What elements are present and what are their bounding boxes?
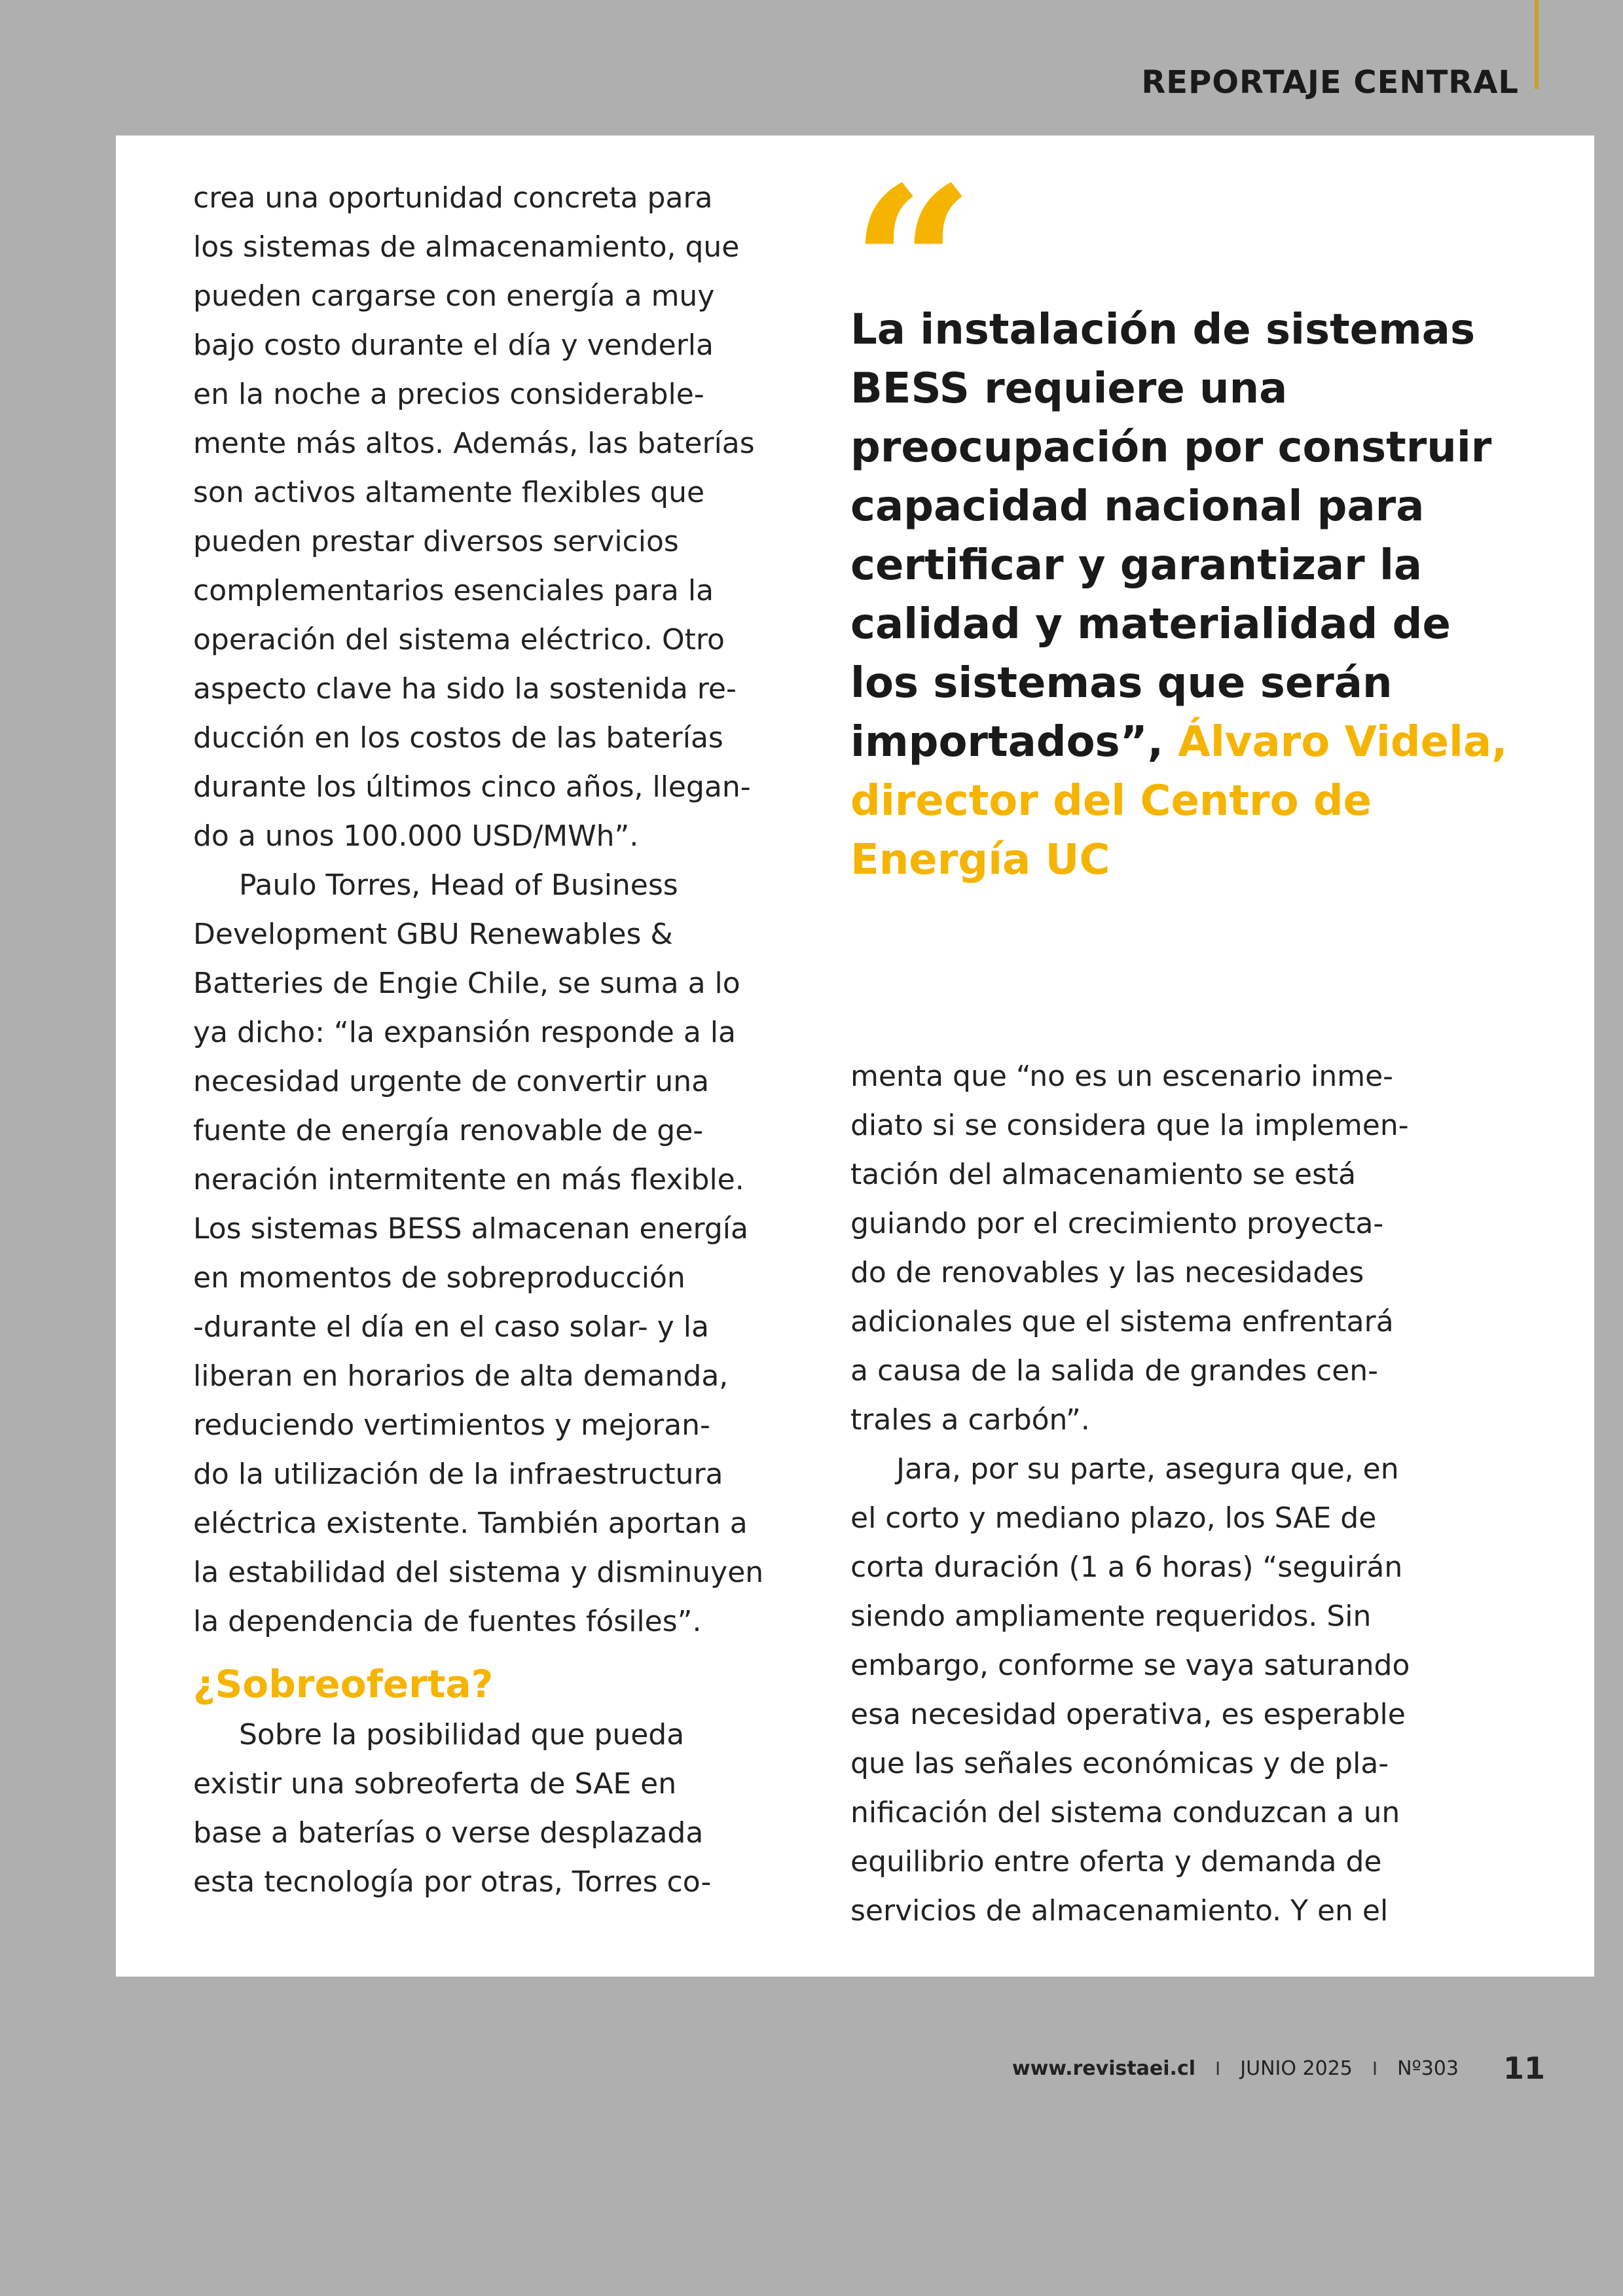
body-line: Sobre la posibilidad que pueda (239, 1718, 685, 1751)
right-column (850, 1052, 1479, 1935)
body-line: el corto y mediano plazo, los SAE de (850, 1501, 1377, 1535)
header-accent-line (1535, 0, 1539, 89)
website-link[interactable]: www.revistaei.cl (1012, 2056, 1196, 2080)
body-line: nificación del sistema conduzcan a un (850, 1796, 1400, 1829)
body-line: ya dicho: “la expansión responde a la (193, 1016, 736, 1049)
pull-quote-line: los sistemas que serán (850, 659, 1393, 708)
pull-quote-line: BESS requiere una (850, 365, 1288, 413)
body-line: servicios de almacenamiento. Y en el (850, 1894, 1389, 1928)
article-panel (116, 135, 1594, 1977)
body-line: corta duración (1 a 6 horas) “seguirán (850, 1551, 1403, 1584)
body-line: los sistemas de almacenamiento, que (193, 230, 740, 264)
body-line: fuente de energía renovable de ge- (193, 1114, 704, 1147)
body-line: la dependencia de fuentes fósiles”. (193, 1605, 702, 1638)
body-line: complementarios esenciales para la (193, 574, 714, 607)
body-line: son activos altamente flexibles que (193, 476, 705, 509)
body-line: mente más altos. Además, las baterías (193, 427, 755, 460)
body-line: ducción en los costos de las baterías (193, 721, 723, 755)
footer-separator: I (1372, 2057, 1378, 2079)
pull-quote-final-line (850, 713, 1538, 772)
body-line: Los sistemas BESS almacenan energía (193, 1212, 748, 1246)
issue-number: Nº303 (1397, 2056, 1459, 2080)
body-line: neración intermitente en más flexible. (193, 1163, 744, 1196)
pull-quote-line: La instalación de sistemas (850, 306, 1476, 354)
body-line: diato si se considera que la implemen- (850, 1109, 1409, 1142)
body-line: operación del sistema eléctrico. Otro (193, 623, 725, 656)
body-line: esa necesidad operativa, es esperable (850, 1698, 1406, 1731)
body-line: guiando por el crecimiento proyecta- (850, 1207, 1384, 1240)
body-line: en momentos de sobreproducción (193, 1261, 685, 1295)
body-line: do de renovables y las necesidades (850, 1256, 1364, 1289)
body-line: existir una sobreoferta de SAE en (193, 1767, 677, 1801)
body-line: tación del almacenamiento se está (850, 1158, 1357, 1191)
pull-quote-line: calidad y materialidad de (850, 600, 1451, 649)
quote-attribution-line: Energía UC (850, 836, 1110, 884)
body-line: reduciendo vertimientos y mejoran- (193, 1408, 710, 1442)
body-line: adicionales que el sistema enfrentará (850, 1305, 1394, 1338)
body-line: durante los últimos cinco años, llegan- (193, 770, 751, 804)
footer-separator: I (1215, 2057, 1221, 2079)
body-line: Batteries de Engie Chile, se suma a lo (193, 967, 740, 1000)
body-line: equilibrio entre oferta y demanda de (850, 1845, 1382, 1878)
body-line: aspecto clave ha sido la sostenida re- (193, 672, 737, 706)
pull-quote-text-end: importados”, (850, 718, 1178, 766)
pull-quote-line: certificar y garantizar la (850, 541, 1423, 590)
body-line: Development GBU Renewables & (193, 918, 673, 951)
page-number: 11 (1503, 2051, 1545, 2086)
pull-quote-line: preocupación por construir (850, 423, 1492, 472)
pull-quote (850, 300, 1538, 889)
body-line: -durante el día en el caso solar- y la (193, 1310, 709, 1344)
issue-date: JUNIO 2025 (1240, 2056, 1353, 2080)
body-line: esta tecnología por otras, Torres co- (193, 1865, 712, 1899)
body-line: Paulo Torres, Head of Business (239, 869, 678, 902)
pull-quote-line: capacidad nacional para (850, 482, 1425, 531)
left-column (193, 173, 809, 1907)
body-line: do la utilización de la infraestructura (193, 1458, 723, 1491)
body-line: liberan en horarios de alta demanda, (193, 1359, 729, 1393)
body-line: a causa de la salida de grandes cen- (850, 1354, 1379, 1388)
body-line: necesidad urgente de convertir una (193, 1065, 710, 1098)
body-line: do a unos 100.000 USD/MWh”. (193, 819, 639, 853)
body-line: pueden cargarse con energía a muy (193, 279, 715, 313)
quote-mark-icon: “ (850, 139, 975, 393)
body-line: embargo, conforme se vaya saturando (850, 1649, 1410, 1682)
body-line: en la noche a precios considerable- (193, 378, 704, 411)
quote-attribution-name: Álvaro Videla, (1178, 718, 1508, 766)
page-footer (917, 2045, 1545, 2091)
body-line: base a baterías o verse desplazada (193, 1816, 704, 1850)
section-label: REPORTAJE CENTRAL (1141, 64, 1519, 101)
body-line: bajo costo durante el día y venderla (193, 329, 714, 362)
body-line: que las señales económicas y de pla- (850, 1747, 1389, 1780)
body-line: menta que “no es un escenario inme- (850, 1060, 1394, 1093)
body-line: la estabilidad del sistema y disminuyen (193, 1556, 764, 1589)
quote-attribution-line: director del Centro de (850, 777, 1372, 825)
body-line: pueden prestar diversos servicios (193, 525, 679, 558)
body-line: trales a carbón”. (850, 1403, 1090, 1437)
body-line: Jara, por su parte, asegura que, en (896, 1452, 1399, 1486)
subheading: ¿Sobreoferta? (193, 1662, 494, 1706)
body-line: crea una oportunidad concreta para (193, 181, 713, 215)
body-line: siendo ampliamente requeridos. Sin (850, 1600, 1372, 1633)
body-line: eléctrica existente. También aportan a (193, 1507, 748, 1540)
